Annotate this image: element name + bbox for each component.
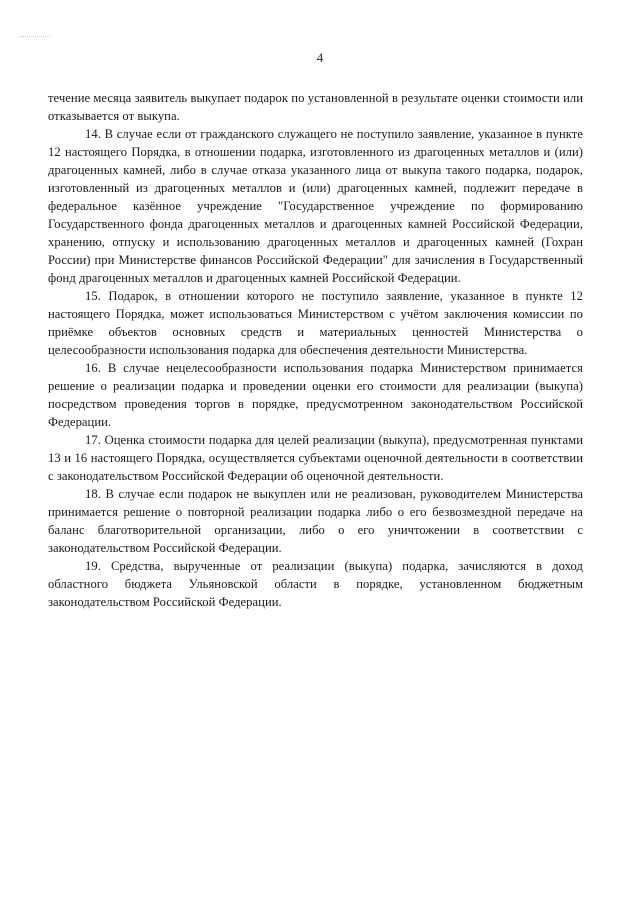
paragraph-15: 15. Подарок, в отношении которого не поступило заявление, указанное в пункте 12 настоящего Порядка, может использоваться Министерством с учётом заключения комиссии по приёмке объектов основных средств и материальных ценностей Министерства о целесообразности использования подарка для обеспечения деятельности Министерства. [48,289,583,357]
paragraph-14: 14. В случае если от гражданского служащего не поступило заявление, указанное в пункте 12 настоящего Порядка, в отношении подарка, изготовленного из драгоценных металлов и (или) драгоценных камней, либо в случае отказа указанного лица от выкупа такого подарка, подарок, изготовленный из драгоценных металлов и (или) драгоценных камней, подлежит передаче в федеральное казённое учреждение "Государственное учреждение по формированию Государственного фонда драгоценных металлов и драгоценных камней Российской Федерации, хранению, отпуску и использованию драгоценных металлов и драгоценных камней (Гохран России) при Министерстве финансов Российской Федерации" для зачисления в Государственный фонд драгоценных металлов и драгоценных камней Российской Федерации. [48,127,583,285]
paragraph-continuation: течение месяца заявитель выкупает подарок по установленной в результате оценки стоимости или отказывается от выкупа. [48,91,583,123]
document-body [48,89,583,611]
paragraph-19: 19. Средства, вырученные от реализации (выкупа) подарка, зачисляются в доход областного бюджета Ульяновской области в порядке, установленном бюджетным законодательством Российской Федерации. [48,559,583,609]
paragraph-16: 16. В случае нецелесообразности использования подарка Министерством принимается решение о реализации подарка и проведении оценки его стоимости для реализации (выкупа) посредством проведения торгов в порядке, предусмотренном законодательством Российской Федерации. [48,361,583,429]
paragraph-17: 17. Оценка стоимости подарка для целей реализации (выкупа), предусмотренная пунктами 13 и 16 настоящего Порядка, осуществляется субъектами оценочной деятельности в соответствии с законодательством Российской Федерации об оценочной деятельности. [48,433,583,483]
scan-artifact [20,36,50,38]
paragraph-18: 18. В случае если подарок не выкуплен или не реализован, руководителем Министерства принимается решение о повторной реализации подарка либо о его безвозмездной передаче на баланс благотворительной организации, либо о его уничтожении в соответствии с законодательством Российской Федерации. [48,487,583,555]
page-number: 4 [316,50,324,65]
